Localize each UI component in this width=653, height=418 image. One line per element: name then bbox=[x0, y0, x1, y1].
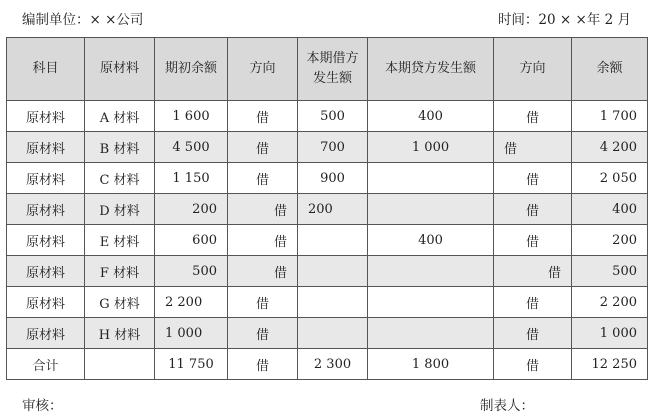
table-cell: 4 500 bbox=[155, 132, 228, 163]
table-cell: 900 bbox=[298, 163, 368, 194]
table-cell: G 材料 bbox=[85, 287, 155, 318]
table-cell: 200 bbox=[572, 225, 648, 256]
table-cell: 借 bbox=[494, 225, 572, 256]
table-row bbox=[7, 256, 648, 287]
table-cell: 1 000 bbox=[368, 132, 494, 163]
table-cell: 200 bbox=[155, 194, 228, 225]
table-cell: 借 bbox=[228, 256, 298, 287]
table-cell: 借 bbox=[228, 194, 298, 225]
table-header-row bbox=[7, 38, 648, 101]
table-cell bbox=[368, 163, 494, 194]
table-cell: 400 bbox=[572, 194, 648, 225]
table-cell: 原材料 bbox=[7, 225, 85, 256]
table-cell: 原材料 bbox=[7, 163, 85, 194]
column-header: 方向 bbox=[228, 38, 298, 101]
table-cell: 借 bbox=[228, 287, 298, 318]
table-cell bbox=[368, 256, 494, 287]
table-cell: 500 bbox=[572, 256, 648, 287]
table-cell: 借 bbox=[494, 349, 572, 380]
time-label: 时间：20 × ×年 2 月 bbox=[497, 12, 631, 28]
table-cell: 500 bbox=[298, 101, 368, 132]
table-cell: 4 200 bbox=[572, 132, 648, 163]
column-header: 期初余额 bbox=[155, 38, 228, 101]
table-cell: 借 bbox=[228, 132, 298, 163]
table-cell bbox=[298, 225, 368, 256]
table-cell: 1 700 bbox=[572, 101, 648, 132]
table-cell: 2 050 bbox=[572, 163, 648, 194]
table-row bbox=[7, 132, 648, 163]
table-cell bbox=[85, 349, 155, 380]
ledger-table bbox=[6, 37, 648, 380]
table-cell: 700 bbox=[298, 132, 368, 163]
table-cell: 1 150 bbox=[155, 163, 228, 194]
column-header: 本期贷方发生额 bbox=[368, 38, 494, 101]
preparer-label: 制表人： bbox=[480, 398, 534, 414]
table-cell: 借 bbox=[228, 318, 298, 349]
table-cell: H 材料 bbox=[85, 318, 155, 349]
table-cell: 2 200 bbox=[572, 287, 648, 318]
table-cell: 原材料 bbox=[7, 194, 85, 225]
table-cell: 借 bbox=[494, 194, 572, 225]
table-cell: E 材料 bbox=[85, 225, 155, 256]
table-cell: 2 200 bbox=[155, 287, 228, 318]
table-cell bbox=[298, 318, 368, 349]
table-cell bbox=[298, 287, 368, 318]
table-cell: 1 000 bbox=[572, 318, 648, 349]
auditor-label: 审核： bbox=[22, 398, 63, 414]
table-cell: 400 bbox=[368, 225, 494, 256]
table-cell bbox=[298, 256, 368, 287]
table-cell: 1 600 bbox=[155, 101, 228, 132]
table-row bbox=[7, 194, 648, 225]
table-cell: 原材料 bbox=[7, 256, 85, 287]
table-cell bbox=[368, 194, 494, 225]
table-cell: B 材料 bbox=[85, 132, 155, 163]
table-cell: 11 750 bbox=[155, 349, 228, 380]
table-row bbox=[7, 163, 648, 194]
table-row bbox=[7, 318, 648, 349]
table-cell: 借 bbox=[228, 101, 298, 132]
table-cell: 1 000 bbox=[155, 318, 228, 349]
column-header: 本期借方发生额 bbox=[298, 38, 368, 101]
table-cell: 借 bbox=[228, 163, 298, 194]
table-cell: 借 bbox=[494, 163, 572, 194]
document-footer bbox=[0, 392, 653, 414]
table-cell: 400 bbox=[368, 101, 494, 132]
table-cell: 2 300 bbox=[298, 349, 368, 380]
table-cell: 500 bbox=[155, 256, 228, 287]
table-cell: 借 bbox=[228, 349, 298, 380]
table-cell: 原材料 bbox=[7, 318, 85, 349]
table-row bbox=[7, 101, 648, 132]
table-cell bbox=[368, 318, 494, 349]
table-cell: 借 bbox=[494, 101, 572, 132]
table-cell: 原材料 bbox=[7, 132, 85, 163]
column-header: 余额 bbox=[572, 38, 648, 101]
table-cell: A 材料 bbox=[85, 101, 155, 132]
table-cell: 借 bbox=[494, 132, 572, 163]
table-cell: 合计 bbox=[7, 349, 85, 380]
column-header: 原材料 bbox=[85, 38, 155, 101]
table-cell: 12 250 bbox=[572, 349, 648, 380]
document-header bbox=[0, 4, 653, 30]
table-cell: F 材料 bbox=[85, 256, 155, 287]
table-total-row bbox=[7, 349, 648, 380]
column-header: 科目 bbox=[7, 38, 85, 101]
table-cell: C 材料 bbox=[85, 163, 155, 194]
table-cell: 借 bbox=[228, 225, 298, 256]
column-header: 方向 bbox=[494, 38, 572, 101]
table-cell: 原材料 bbox=[7, 101, 85, 132]
table-cell bbox=[368, 287, 494, 318]
table-row bbox=[7, 287, 648, 318]
table-cell: 600 bbox=[155, 225, 228, 256]
table-cell: 200 bbox=[298, 194, 368, 225]
table-cell: D 材料 bbox=[85, 194, 155, 225]
table-cell: 借 bbox=[494, 256, 572, 287]
table-row bbox=[7, 225, 648, 256]
table-cell: 1 800 bbox=[368, 349, 494, 380]
table-cell: 借 bbox=[494, 287, 572, 318]
unit-label: 编制单位：× ×公司 bbox=[22, 12, 144, 28]
table-cell: 原材料 bbox=[7, 287, 85, 318]
table-cell: 借 bbox=[494, 318, 572, 349]
